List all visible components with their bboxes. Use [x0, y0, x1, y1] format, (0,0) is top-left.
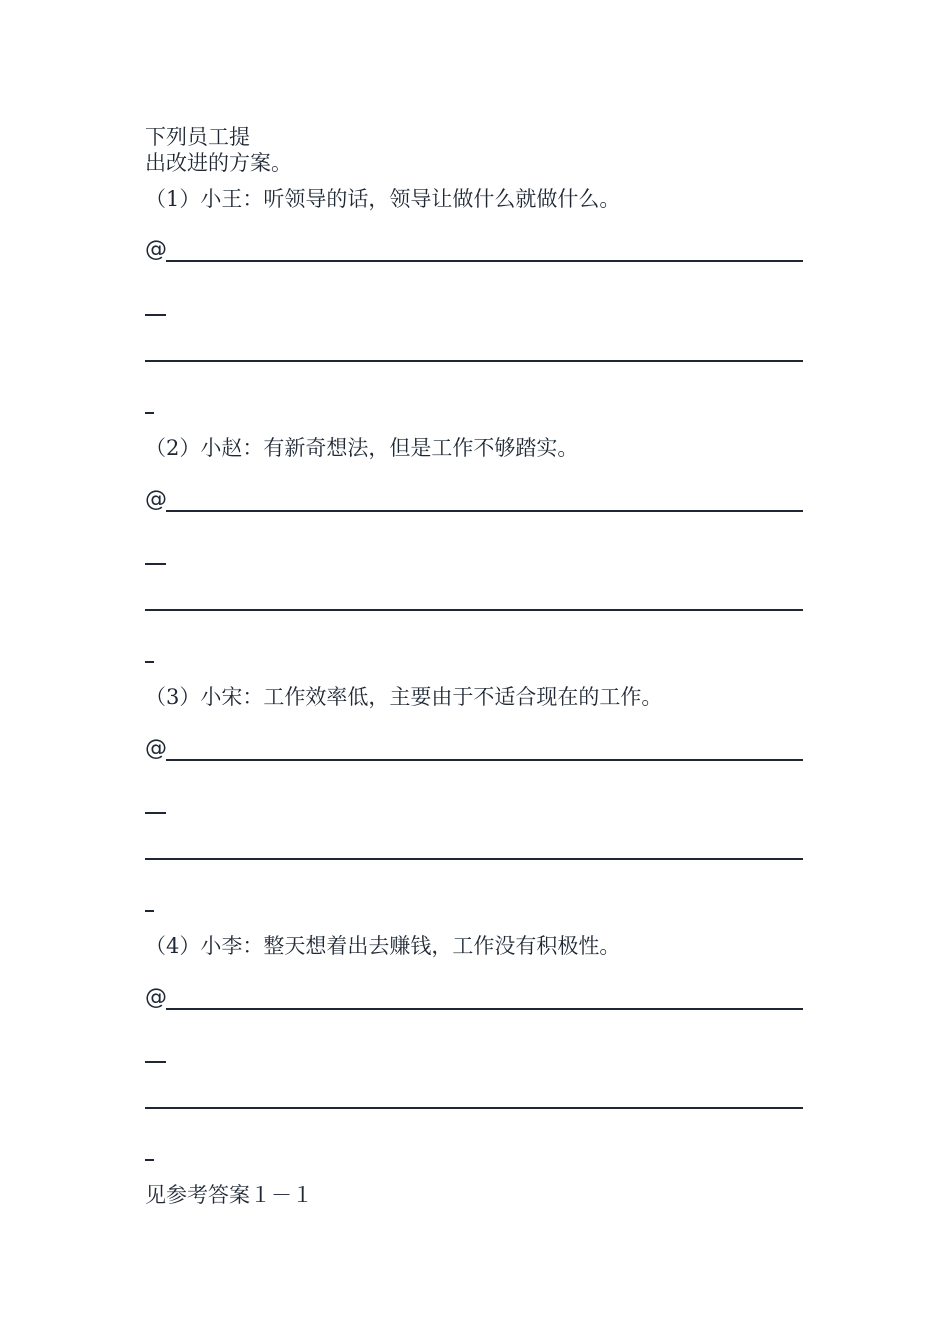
question-label: （4）小李：整天想着出去赚钱，工作没有积极性。: [145, 934, 621, 958]
answer-line-1-tail: [145, 314, 166, 316]
answer-line-2[interactable]: [145, 858, 803, 860]
answer-marker: @: [145, 736, 167, 761]
answer-line-2[interactable]: [145, 609, 803, 611]
question-label: （2）小赵：有新奇想法，但是工作不够踏实。: [145, 436, 579, 460]
answer-line-2-tail: [145, 661, 154, 663]
answer-marker: @: [145, 985, 167, 1010]
answer-line-1-tail: [145, 563, 166, 565]
answer-line-1-tail: [145, 812, 166, 814]
answer-line-1[interactable]: [166, 510, 803, 512]
answer-line-2[interactable]: [145, 1107, 803, 1109]
question-label: （1）小王：听领导的话，领导让做什么就做什么。: [145, 187, 621, 211]
answer-marker: @: [145, 487, 167, 512]
answer-marker: @: [145, 237, 167, 262]
reference-answer-note: 见参考答案１－１: [145, 1183, 313, 1207]
answer-line-1[interactable]: [166, 260, 803, 262]
intro-line-2: 出改进的方案。: [145, 151, 292, 175]
answer-line-2-tail: [145, 1159, 154, 1161]
answer-line-1-tail: [145, 1061, 166, 1063]
answer-line-2-tail: [145, 412, 154, 414]
intro-line-1: 下列员工提: [145, 125, 250, 149]
answer-line-1[interactable]: [166, 1008, 803, 1010]
answer-line-2-tail: [145, 910, 154, 912]
question-label: （3）小宋：工作效率低，主要由于不适合现在的工作。: [145, 685, 663, 709]
answer-line-2[interactable]: [145, 360, 803, 362]
answer-line-1[interactable]: [166, 759, 803, 761]
